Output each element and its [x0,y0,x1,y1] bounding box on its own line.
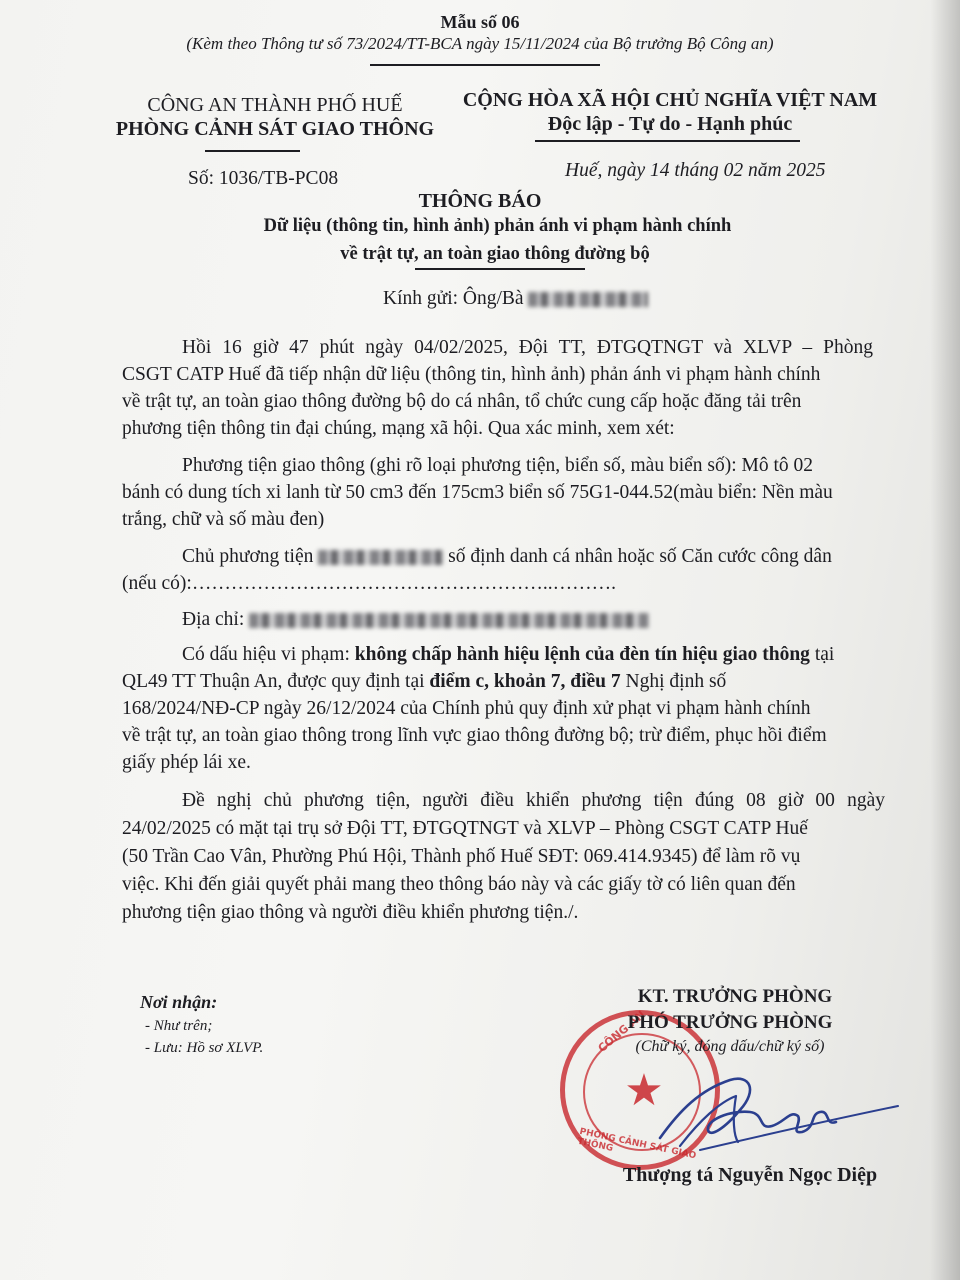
signer-role-2: PHÓ TRƯỞNG PHÒNG [627,1012,833,1033]
paragraph-line: Phương tiện giao thông (ghi rõ loại phương tiện, biển số, màu biển số): Mô tô 02 [182,455,814,476]
form-attached-note: (Kèm theo Thông tư số 73/2024/TT-BCA ngày 15/11/2024 của Bộ trưởng Bộ Công an) [186,34,774,53]
paper-shadow [930,0,960,1280]
greeting: Kính gửi: Ông/Bà [383,288,648,310]
violation-line: 168/2024/NĐ-CP ngày 26/12/2024 của Chính phủ quy định xử phạt vi phạm hành chính [122,698,811,719]
violation-line: Có dấu hiệu vi phạm: không chấp hành hiệu lệnh của đèn tín hiệu giao thông tại [182,644,835,665]
paragraph-line: việc. Khi đến giải quyết phải mang theo thông báo này và các giấy tờ có liên quan đến [122,874,796,895]
nation-name: CỘNG HÒA XÃ HỘI CHỦ NGHĨA VIỆT NAM [462,89,878,111]
divider [205,150,300,152]
paragraph-line: Đề nghị chủ phương tiện, người điều khiển phương tiện đúng 08 giờ 00 ngày [182,790,885,811]
form-number: Mẫu số 06 [440,12,520,32]
paragraph-line: về trật tự, an toàn giao thông đường bộ do cá nhân, tổ chức cung cấp hoặc đăng tải trên [122,391,802,412]
department-name: PHÒNG CẢNH SÁT GIAO THÔNG [115,118,435,140]
paragraph-line: 24/02/2025 có mặt tại trụ sở Đội TT, ĐTGQTNGT và XLVP – Phòng CSGT CATP Huế [122,818,808,839]
recipient-item: - Như trên; [145,1018,213,1034]
violation-line: về trật tự, an toàn giao thông trong lĩnh vực giao thông đường bộ; trừ điểm, phục hồi điểm [122,725,827,746]
address-line: Địa chỉ: [182,609,649,631]
stamp-bottom-text: PHÒNG CẢNH SÁT GIAO THÔNG [576,1126,697,1162]
paragraph-line: CSGT CATP Huế đã tiếp nhận dữ liệu (thông tin, hình ảnh) phản ánh vi phạm hành chính [122,364,821,385]
signer-name: Thượng tá Nguyễn Ngọc Diệp [622,1164,878,1186]
redacted-recipient-name [528,292,648,307]
owner-id-line: (nếu có):………………………………………………..………. [122,573,616,594]
notice-subtitle-line1: Dữ liệu (thông tin, hình ảnh) phản ánh vi phạm hành chính [263,216,732,236]
violation-line: giấy phép lái xe. [122,752,251,773]
divider [415,268,585,270]
redacted-address [249,613,649,628]
notice-title: THÔNG BÁO [418,190,542,212]
owner-line: Chủ phương tiện số định danh cá nhân hoặc số Căn cước công dân [182,546,832,567]
violation-line: QL49 TT Thuận An, được quy định tại điểm c, khoản 7, điều 7 Nghị định số [122,671,727,692]
paragraph-line: phương tiện thông tin đại chúng, mạng xã hội. Qua xác minh, xem xét: [122,418,675,439]
signer-role-1: KT. TRƯỞNG PHÒNG [637,986,833,1007]
recipient-item: - Lưu: Hồ sơ XLVP. [145,1040,264,1056]
agency-name: CÔNG AN THÀNH PHỐ HUẾ [147,94,403,116]
star-emblem-icon: ★ [624,1066,664,1115]
paragraph-line: trắng, chữ và số màu đen) [122,509,325,530]
stamp-top-text: CÔNG AN [595,1008,648,1055]
recipients-title: Nơi nhận: [140,992,218,1012]
paragraph-line: Hồi 16 giờ 47 phút ngày 04/02/2025, Đội TT, ĐTGQTNGT và XLVP – Phòng [182,337,873,358]
national-motto: Độc lập - Tự do - Hạnh phúc [547,113,793,135]
divider [535,140,800,142]
redacted-owner-name [318,550,443,565]
notice-subtitle-line2: về trật tự, an toàn giao thông đường bộ [340,244,650,264]
paragraph-line: bánh có dung tích xi lanh từ 50 cm3 đến 175cm3 biển số 75G1-044.52(màu biển: Nền màu [122,482,833,503]
handwritten-signature [640,1050,900,1160]
document-number: Số: 1036/TB-PC08 [188,168,339,189]
divider [370,64,600,66]
paragraph-line: phương tiện giao thông và người điều khiển phương tiện./. [122,902,579,923]
signature-note: (Chữ ký, đóng dấu/chữ ký số) [635,1038,825,1055]
place-date: Huế, ngày 14 tháng 02 năm 2025 [565,160,826,181]
paragraph-line: (50 Trần Cao Vân, Phường Phú Hội, Thành phố Huế SĐT: 069.414.9345) để làm rõ vụ [122,846,801,867]
